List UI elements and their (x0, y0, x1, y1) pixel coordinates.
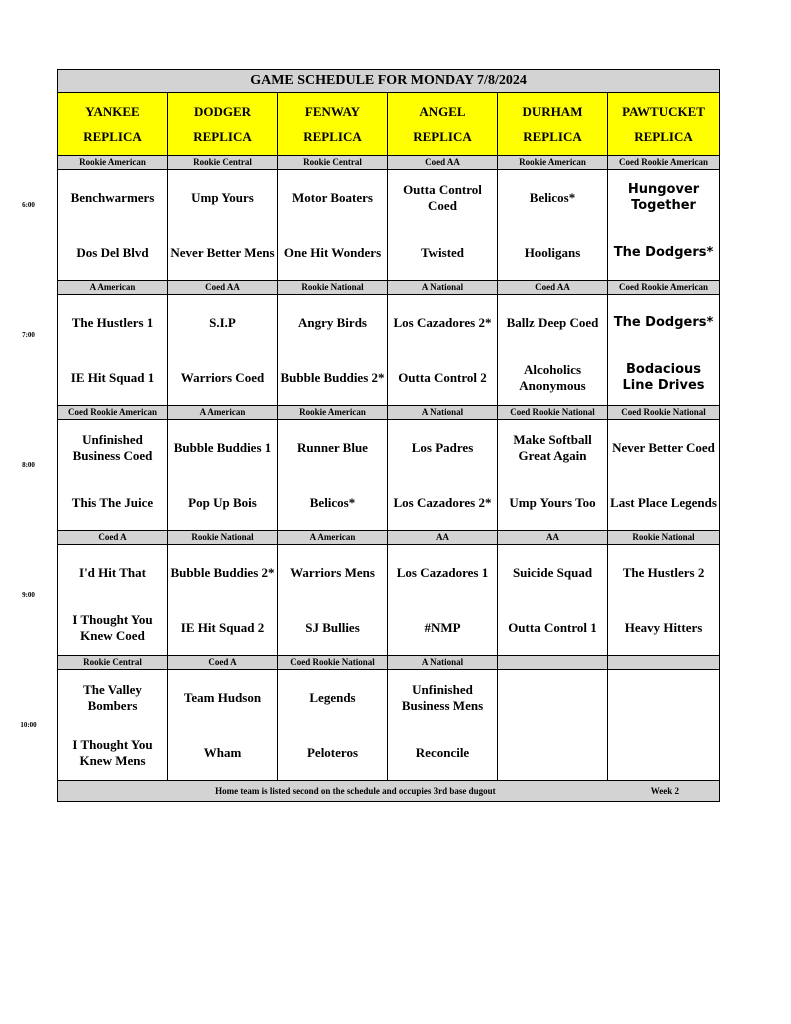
division-label: Rookie National (168, 531, 278, 545)
division-label: Coed AA (498, 281, 608, 295)
division-label: Rookie Central (278, 156, 388, 170)
field-sub: REPLICA (193, 129, 252, 144)
division-label: Coed Rookie National (498, 406, 608, 420)
away-team: Runner Blue (278, 420, 388, 476)
division-label (498, 656, 608, 670)
field-header (58, 93, 168, 156)
away-team-row (58, 170, 720, 226)
away-team: Team Hudson (168, 670, 278, 726)
away-team: Make Softball Great Again (498, 420, 608, 476)
field-header (168, 93, 278, 156)
field-sub: REPLICA (413, 129, 472, 144)
field-name: DURHAM (522, 104, 583, 119)
time-label-10: 10:00 (20, 721, 37, 729)
division-label: Rookie National (608, 531, 720, 545)
footer-note: Home team is listed second on the schedule and occupies 3rd base dugout (215, 786, 496, 796)
away-team: S.I.P (168, 295, 278, 351)
away-team: Suicide Squad (498, 545, 608, 601)
division-row (58, 531, 720, 545)
footer-row (58, 781, 720, 802)
title-row (58, 70, 720, 93)
away-team (498, 670, 608, 726)
home-team: Last Place Legends (608, 475, 720, 531)
away-team: Benchwarmers (58, 170, 168, 226)
division-label: Coed Rookie National (278, 656, 388, 670)
time-label-6: 6:00 (22, 201, 35, 209)
away-team: Ballz Deep Coed (498, 295, 608, 351)
away-team: Warriors Mens (278, 545, 388, 601)
field-name: FENWAY (304, 104, 361, 119)
division-label: Coed A (168, 656, 278, 670)
division-label: Rookie Central (168, 156, 278, 170)
home-team: I Thought You Knew Coed (58, 600, 168, 656)
away-team: I'd Hit That (58, 545, 168, 601)
away-team (608, 670, 720, 726)
time-label-9: 9:00 (22, 591, 35, 599)
division-label: Coed Rookie American (58, 406, 168, 420)
away-team: Los Cazadores 2* (388, 295, 498, 351)
away-team: The Hustlers 2 (608, 545, 720, 601)
away-team: Never Better Coed (608, 420, 720, 476)
home-team: Los Cazadores 2* (388, 475, 498, 531)
field-name: PAWTUCKET (622, 104, 705, 119)
home-team: The Dodgers* (608, 225, 720, 281)
home-team: IE Hit Squad 2 (168, 600, 278, 656)
division-label: A National (388, 656, 498, 670)
home-team: Heavy Hitters (608, 600, 720, 656)
division-label: Coed AA (388, 156, 498, 170)
home-team: Peloteros (278, 725, 388, 781)
division-label (608, 656, 720, 670)
home-team: Outta Control 2 (388, 350, 498, 406)
home-team: Never Better Mens (168, 225, 278, 281)
away-team: Legends (278, 670, 388, 726)
field-name: DODGER (193, 104, 252, 119)
away-team: Belicos* (498, 170, 608, 226)
home-team: Ump Yours Too (498, 475, 608, 531)
division-label: A American (168, 406, 278, 420)
field-sub: REPLICA (523, 129, 582, 144)
home-team: #NMP (388, 600, 498, 656)
home-team-row (58, 225, 720, 281)
schedule-title: GAME SCHEDULE FOR MONDAY 7/8/2024 (58, 70, 720, 93)
home-team: Bodacious Line Drives (608, 350, 720, 406)
division-label: Coed Rookie American (608, 156, 720, 170)
home-team: I Thought You Knew Mens (58, 725, 168, 781)
home-team: Bubble Buddies 2* (278, 350, 388, 406)
away-team: Hungover Together (608, 170, 720, 226)
away-team: Outta Control Coed (388, 170, 498, 226)
away-team: Bubble Buddies 1 (168, 420, 278, 476)
division-label: Coed A (58, 531, 168, 545)
home-team: Pop Up Bois (168, 475, 278, 531)
division-label: Coed Rookie American (608, 281, 720, 295)
away-team: The Hustlers 1 (58, 295, 168, 351)
home-team: Wham (168, 725, 278, 781)
away-team: The Dodgers* (608, 295, 720, 351)
division-label: AA (498, 531, 608, 545)
field-header (388, 93, 498, 156)
division-row (58, 656, 720, 670)
division-label: A National (388, 281, 498, 295)
time-label-8: 8:00 (22, 461, 35, 469)
home-team: This The Juice (58, 475, 168, 531)
home-team-row (58, 600, 720, 656)
home-team: Warriors Coed (168, 350, 278, 406)
time-label-7: 7:00 (22, 331, 35, 339)
division-label: A National (388, 406, 498, 420)
division-label: Rookie National (278, 281, 388, 295)
home-team: Reconcile (388, 725, 498, 781)
away-team: The Valley Bombers (58, 670, 168, 726)
away-team: Angry Birds (278, 295, 388, 351)
away-team: Motor Boaters (278, 170, 388, 226)
home-team: Belicos* (278, 475, 388, 531)
away-team: Los Cazadores 1 (388, 545, 498, 601)
division-row (58, 156, 720, 170)
schedule-footer (58, 781, 720, 802)
home-team-row (58, 350, 720, 406)
away-team-row (58, 420, 720, 476)
away-team: Bubble Buddies 2* (168, 545, 278, 601)
home-team: Dos Del Blvd (58, 225, 168, 281)
home-team-row (58, 475, 720, 531)
home-team: SJ Bullies (278, 600, 388, 656)
week-label: Week 2 (650, 786, 680, 796)
home-team: Outta Control 1 (498, 600, 608, 656)
home-team-row (58, 725, 720, 781)
away-team: Unfinished Business Coed (58, 420, 168, 476)
away-team: Los Padres (388, 420, 498, 476)
division-label: Coed Rookie National (608, 406, 720, 420)
division-row (58, 281, 720, 295)
division-label: AA (388, 531, 498, 545)
division-label: Rookie American (278, 406, 388, 420)
division-label: Rookie Central (58, 656, 168, 670)
field-sub: REPLICA (303, 129, 362, 144)
home-team: Hooligans (498, 225, 608, 281)
division-label: Coed AA (168, 281, 278, 295)
schedule-table (57, 69, 720, 802)
home-team: One Hit Wonders (278, 225, 388, 281)
away-team: Ump Yours (168, 170, 278, 226)
field-name: ANGEL (419, 104, 466, 119)
field-header (278, 93, 388, 156)
home-team (608, 725, 720, 781)
away-team-row (58, 295, 720, 351)
field-name: YANKEE (85, 104, 140, 119)
away-team-row (58, 545, 720, 601)
away-team-row (58, 670, 720, 726)
field-sub: REPLICA (634, 129, 693, 144)
home-team: Twisted (388, 225, 498, 281)
field-sub: REPLICA (83, 129, 142, 144)
division-label: Rookie American (498, 156, 608, 170)
division-label: Rookie American (58, 156, 168, 170)
division-label: A American (278, 531, 388, 545)
field-header (498, 93, 608, 156)
field-header-row (58, 93, 720, 156)
home-team (498, 725, 608, 781)
field-header (608, 93, 720, 156)
away-team: Unfinished Business Mens (388, 670, 498, 726)
home-team: Alcoholics Anonymous (498, 350, 608, 406)
division-row (58, 406, 720, 420)
home-team: IE Hit Squad 1 (58, 350, 168, 406)
division-label: A American (58, 281, 168, 295)
